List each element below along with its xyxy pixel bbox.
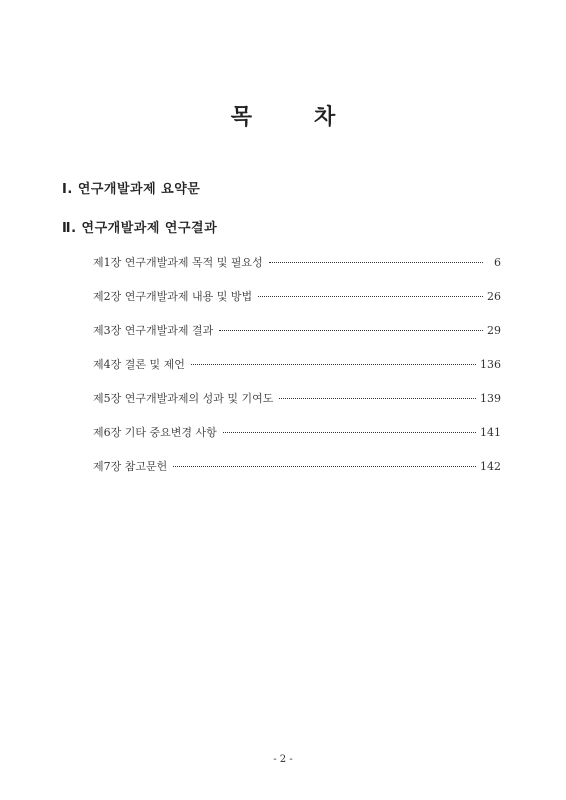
toc-entry-label: 제2장 연구개발과제 내용 및 방법 bbox=[93, 290, 253, 303]
page-number-footer: - 2 - bbox=[273, 754, 293, 765]
title-char-2: 차 bbox=[314, 104, 336, 130]
toc-leader-dots bbox=[191, 364, 476, 365]
title-char-1: 목 bbox=[230, 104, 252, 130]
toc-entry[interactable] bbox=[93, 288, 501, 322]
toc-entry-label: 제1장 연구개발과제 목적 및 필요성 bbox=[93, 256, 263, 269]
page-title bbox=[0, 100, 566, 131]
toc-page-number: 29 bbox=[487, 324, 501, 337]
toc-leader-dots bbox=[173, 466, 476, 467]
section-label: 연구개발과제 연구결과 bbox=[81, 221, 218, 236]
toc-page-number: 141 bbox=[480, 426, 501, 439]
toc-entry-label: 제7장 참고문헌 bbox=[93, 460, 168, 473]
toc-page-number: 6 bbox=[494, 256, 501, 269]
section-heading-1[interactable] bbox=[62, 178, 200, 197]
toc-entry[interactable] bbox=[93, 356, 501, 390]
section-numeral: Ⅰ. bbox=[62, 182, 73, 197]
section-heading-2[interactable] bbox=[62, 217, 217, 236]
toc-page-number: 26 bbox=[487, 290, 501, 303]
toc-leader-dots bbox=[279, 398, 476, 399]
toc-entry[interactable] bbox=[93, 254, 501, 288]
toc-entry[interactable] bbox=[93, 390, 501, 424]
toc-entry-label: 제5장 연구개발과제의 성과 및 기여도 bbox=[93, 392, 274, 405]
toc-page-number: 139 bbox=[480, 392, 501, 405]
toc-entry[interactable] bbox=[93, 322, 501, 356]
table-of-contents bbox=[93, 254, 501, 492]
toc-page-number: 136 bbox=[480, 358, 501, 371]
toc-entry[interactable] bbox=[93, 424, 501, 458]
toc-entry-label: 제3장 연구개발과제 결과 bbox=[93, 324, 214, 337]
toc-leader-dots bbox=[258, 296, 483, 297]
toc-leader-dots bbox=[269, 262, 483, 263]
toc-page-number: 142 bbox=[480, 460, 501, 473]
toc-leader-dots bbox=[223, 432, 476, 433]
toc-entry-label: 제6장 기타 중요변경 사항 bbox=[93, 426, 217, 439]
toc-entry[interactable] bbox=[93, 458, 501, 492]
toc-leader-dots bbox=[219, 330, 483, 331]
section-numeral: Ⅱ. bbox=[62, 221, 77, 236]
section-label: 연구개발과제 요약문 bbox=[77, 182, 201, 197]
toc-entry-label: 제4장 결론 및 제언 bbox=[93, 358, 185, 371]
